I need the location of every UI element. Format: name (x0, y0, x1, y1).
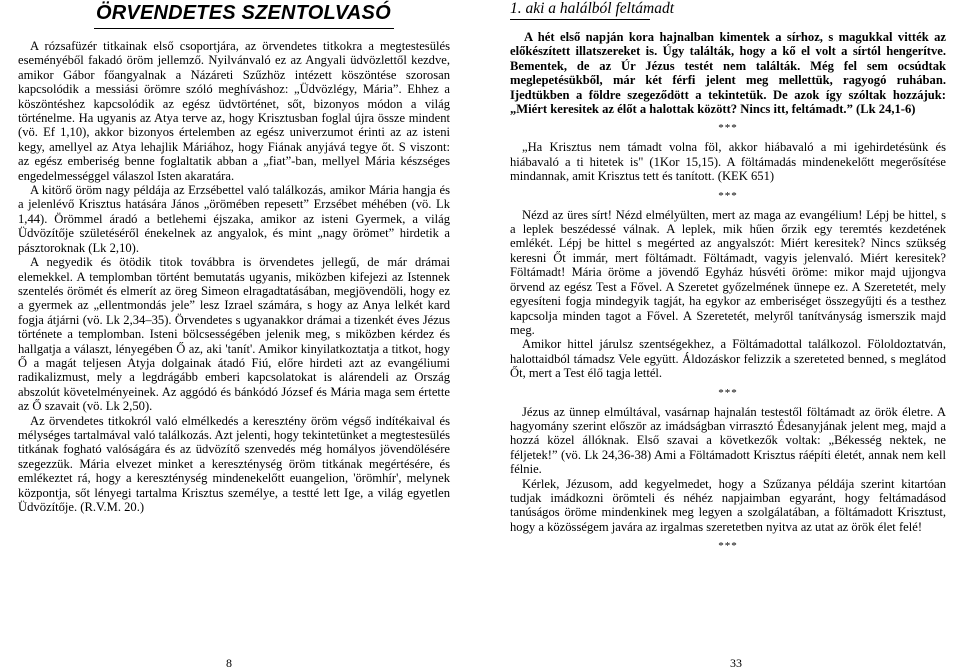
right-page-number: 33 (730, 656, 742, 670)
section-separator: *** (718, 189, 738, 202)
gospel-paragraph: A hét első napján kora hajnalban kimentek a sírhoz, s magukkal vitték az előkészített illatszereket is. Úgy találták, hogy a kő el volt a sírtól hengerítve. Bementek, de az Úr Jézus testét nem találták. Még fel sem ocsúdtak meglepetésükből, már két férfi jelent meg mellettük, ragyogó ruhában. Ijedtükben a földre szegeződött a tekintetük. De azok így szóltak hozzájuk: „Miért keresitek az élőt a halottak között? Nincs itt, feltámadt.” (Lk 24,1-6) (510, 30, 946, 117)
spacer (18, 29, 450, 39)
left-title: ÖRVENDETES SZENTOLVASÓ (96, 2, 391, 24)
right-paragraph-4: Jézus az ünnep elmúltával, vasárnap hajnalán testestől föltámadt az örök életre. A hagyomány szerint először az imádságban virrasztó Édesanyjának jelent meg, majd a hozzá közel állóknak. Első szavai a következők voltak: „Békesség nektek, ne féljetek!” (vö. Lk 24,36-38) Ami a Föltámadott Krisztus ráépíti életét, annak nem kell félnie. (510, 404, 946, 477)
left-paragraph-4: Az örvendetes titkokról való elmélkedés a keresztény öröm végső indítékaival és mélységes tartalmával való találkozás. Azt jelenti, hogy tekintetünket a megtestesülés titkának fogható valóságára és az üdvözítő szenvedés még homályos jövendölésére szegezzük. Mária elvezet minket a kereszténység öröm titkának megértésére, és emlékeztet rá, hogy a kereszténység mindenekelőtt euangelion, 'örömhír', melynek központja, sőt lényegi tartalma Krisztus személye, a testté lett Ige, a világ egyetlen Üdvözítője. (R.V.M. 20.) (18, 413, 450, 514)
left-paragraph-2: A kitörő öröm nagy példája az Erzsébettel való találkozás, amikor Mária hangja és a jelenlévő Krisztus hatására János „örömében repesett” Erzsébet méhében (vö. Lk 1,44). Örömmel áradó a betlehemi éjszaka, amikor az isteni Gyermek, a világ Üdvözítője születéséről énekelnek az angyalok, és mint „nagy örömet” hirdetik a pásztoroknak (Lk 2,10). (18, 183, 450, 255)
right-paragraph-5: Kérlek, Jézusom, add kegyelmedet, hogy a Szűzanya példája szerint kitartóan tudjak imádkozni örömteli és néhéz napjaimban egyaránt, hogy feltámadásod tanúságos öröme mindenkinek meg legyen a szolgálatában, a föltámadott Krisztust, hogy a közösségem javára az irgalmas szeretetben nyitva az utat az örök élet felé! (510, 476, 946, 534)
left-page-number: 8 (226, 656, 232, 670)
section-separator: *** (718, 386, 738, 399)
section-separator: *** (718, 540, 738, 553)
left-paragraph-1: A rózsafüzér titkainak első csoportjára, az örvendetes titkokra a megtestesülés eseményéből fakadó öröm jellemző. Nyilvánvaló ez az Angyali üdvözlettől kezdve, amikor Gábor főangyalnak a Názáreti Szűzhöz intézett köszöntése szorosan kapcsolódik a messiási örömre szóló meghíváshoz: „Üdvözlégy, Mária”. Ehhez a köszöntéshez kapcsolódik az egész üdvtörténet, sőt, bizonyos módon a világ történelme. Ha ugyanis az Atya terve az, hogy Krisztusban foglal újra össze mindent (vö. Ef 1,10), akkor bizonyos értelemben az egész univerzumot érinti az az isteni kegy, amellyel az Atya lehajlik Máriához, hogy Fiának anyjává tegye őt. S viszont: az egész emberiség benne foglaltatik abban a „fiat”-ban, mellyel Mária készséges engedelmességgel válaszol Isten akaratára. (18, 39, 450, 183)
right-paragraph-1: „Ha Krisztus nem támadt volna föl, akkor hiábavaló a mi igehirdetésünk és hiábavaló a ti hitetek is" (1Kor 15,15). A föltámadás mindenekelőtt megerősítése mindannak, amit Krisztus tett és tanított. (KEK 651) (510, 140, 946, 184)
right-title: 1. aki a halálból feltámadt (510, 0, 675, 17)
left-page (18, 0, 450, 514)
right-paragraph-2: Nézd az üres sírt! Nézd elmélyülten, mert az maga az evangélium! Lépj be hittel, s a leplek beszédessé válnak. A leplek, mik hűen őrzik egy teremtés kezdetének emlékét. Lépj be hittel s megérted az angyalszót: Miért keresitek? Nincs szükség keresni Őt immár, mert föltámadt. Föltámadt, vagyis jelenvaló. Miért keresitek? Föltámadt! Mária öröme a jövendő Egyház húsvéti öröme: mikor majd ujjongva örvend az egész Test a Fővel. A Szeretet győzelmének ünnepe ez. A Szeretetét, mely egyesíteni fogja mindegyik tagját, ha egykor az emberiséget összegyűjti és a testhez kapcsolja minden tagot a Fővel. A Szeretetét, melyről tanítványság ismerszik majd meg. (510, 207, 946, 337)
right-paragraph-3: Amikor hittel járulsz szentségekhez, a Föltámadottal találkozol. Föloldoztatván, halottaidból támadsz Vele együtt. Áldozáskor felizzik a szereteted benned, s meglátod Őt, mert a Test élő tagja lettél. (510, 337, 946, 381)
right-title-underline (510, 19, 650, 20)
right-page (510, 0, 946, 558)
section-separator: *** (718, 122, 738, 135)
left-paragraph-3: A negyedik és ötödik titok továbbra is örvendetes jellegű, de már drámai elemekkel. A templomban történt bemutatás ugyanis, miközben kifejezi az Istennek szentelés örömét és elmerít az öreg Simeon elragadtatásában, megjövendöli, hogy ez a gyermek az „ellentmondás jele” lesz Izrael számára, s hogy az Anya lelkét kard fogja átjárni (vö. Lk 2,34–35). Örvendetes s ugyanakkor drámai a tizenkét éves Jézus története a templomban. Isteni bölcsességében jelenik meg, s miközben kérdez és hallgatja a választ, lényegében Ő az, aki 'tanít'. Amikor kinyilatkoztatja a titkot, hogy Ő a magát teljesen Atyja dolgainak átadó Fiú, előre hirdeti azt az evangéliumi radikalizmust, mely a legdrágább emberi kapcsolatokat is alárendeli az Ország abszolút követelményeinek. Az aggódó és bánkódó József és Mária maga sem értette az Ő szavait (vö. Lk 2,50). (18, 255, 450, 414)
